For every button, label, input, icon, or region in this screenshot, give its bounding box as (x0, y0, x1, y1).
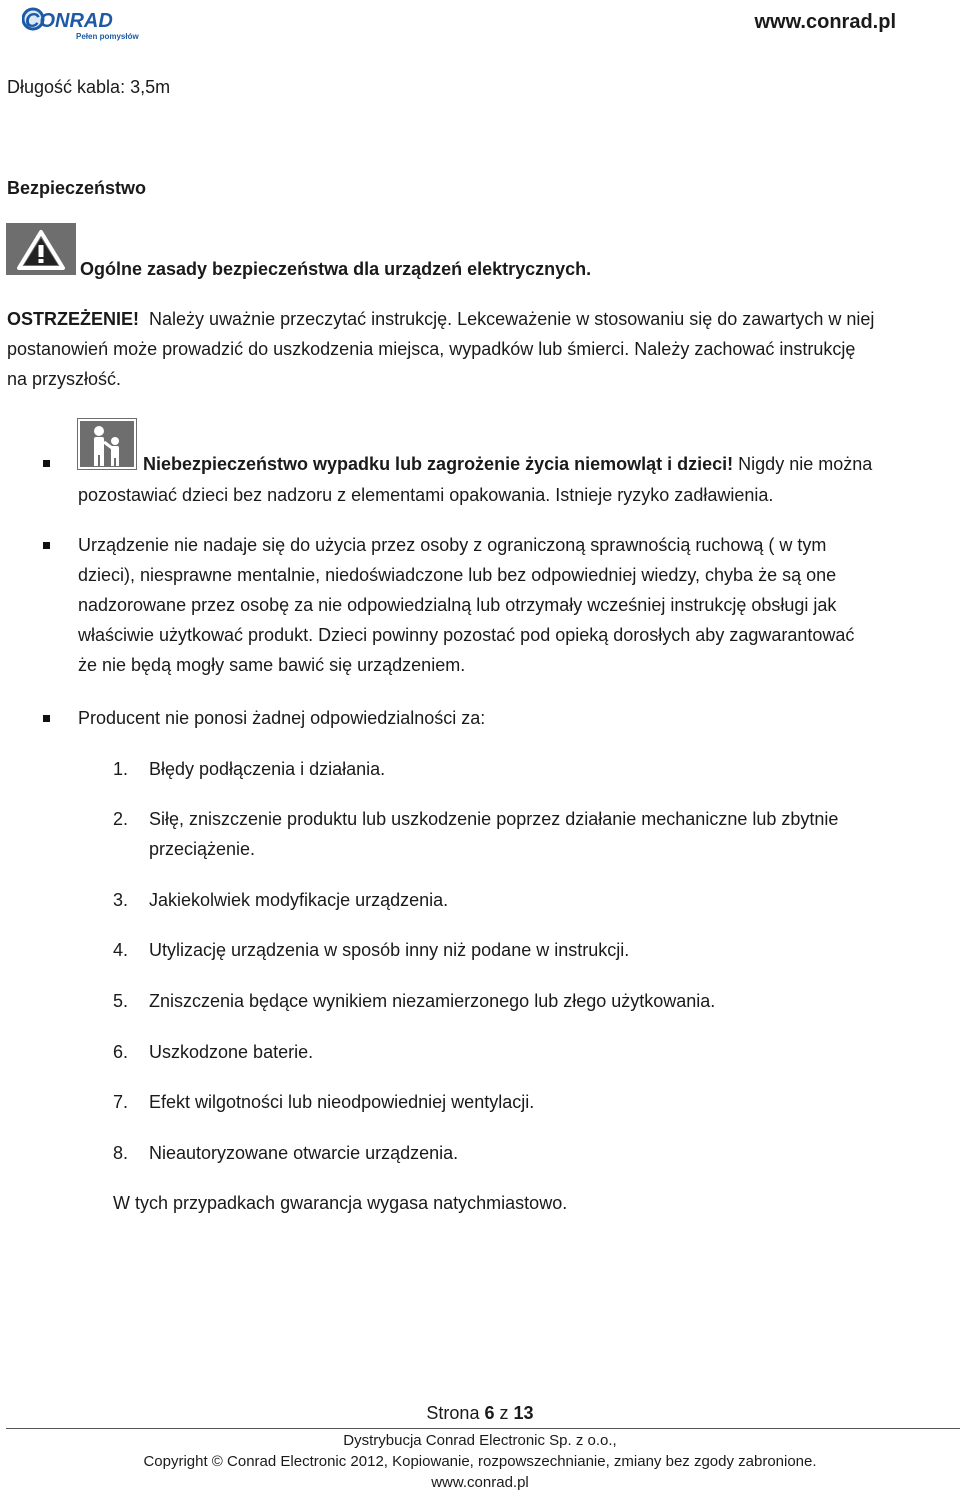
list-number: 7. (113, 1092, 129, 1112)
footer-divider (6, 1428, 960, 1429)
child-warning-bold: Niebezpieczeństwo wypadku lub zagrożenie życia niemowląt i dzieci! (143, 454, 734, 474)
list-number: 4. (113, 940, 129, 960)
list-item-line: przeciążenie. (149, 839, 256, 859)
list-item: Nieautoryzowane otwarcie urządzenia. (149, 1143, 459, 1163)
bullet-icon (43, 715, 50, 722)
list-item: Zniszczenia będące wynikiem niezamierzonego lub złego użytkowania. (149, 991, 716, 1011)
list-item-line: Siłę, zniszczenie produktu lub uszkodzenie poprzez działanie mechaniczne lub zbytnie (149, 809, 839, 829)
list-item: Jakiekolwiek modyfikacje urządzenia. (149, 890, 449, 910)
page-number (0, 1402, 960, 1424)
child-warning-rest: Nigdy nie można (738, 454, 873, 474)
list-number: 6. (113, 1042, 129, 1062)
list-number: 8. (113, 1143, 129, 1163)
warning-line-1: Należy uważnie przeczytać instrukcję. Lekceważenie w stosowaniu się do zawartych w niej (149, 309, 875, 329)
child-danger-icon (77, 418, 137, 470)
general-safety-title: Ogólne zasady bezpieczeństwa dla urządzeń elektrycznych. (80, 259, 592, 279)
device-suitability-paragraph (78, 530, 854, 680)
page-of: z (499, 1403, 509, 1423)
child-warning-line-1 (143, 449, 872, 479)
warning-line-2: postanowień może prowadzić do uszkodzenia miejsca, wypadków lub śmierci. Należy zachować instrukcję (7, 339, 856, 359)
device-line: że nie będą mogły same bawić się urządzeniem. (78, 655, 466, 675)
warning-line-3: na przyszłość. (7, 369, 122, 389)
warranty-note: W tych przypadkach gwarancja wygasa natychmiastowo. (113, 1193, 568, 1213)
device-line: Urządzenie nie nadaje się do użycia przez osoby z ograniczoną sprawnością ruchową ( w tym (78, 535, 827, 555)
warning-paragraph (7, 304, 874, 394)
list-item: Uszkodzone baterie. (149, 1042, 314, 1062)
device-line: dzieci), niesprawne mentalnie, niedoświadczone lub bez odpowiedniej wiedzy, chyba że są one (78, 565, 837, 585)
cable-length: Długość kabla: 3,5m (7, 77, 171, 97)
child-warning-line-2: pozostawiać dzieci bez nadzoru z elementami opakowania. Istnieje ryzyko zadławienia. (78, 485, 774, 505)
list-item (149, 804, 838, 864)
page-prefix: Strona (426, 1403, 480, 1423)
page-total: 13 (513, 1403, 534, 1423)
list-item: Błędy podłączenia i działania. (149, 759, 386, 779)
device-line: nadzorowane przez osobę za nie odpowiedzialną lub otrzymały wcześniej instrukcję obsługi jak (78, 595, 837, 615)
list-number: 1. (113, 759, 129, 779)
footer-url[interactable]: www.conrad.pl (431, 1474, 529, 1491)
list-number: 3. (113, 890, 129, 910)
bullet-icon (43, 460, 50, 467)
logo-text: CONRAD (25, 10, 113, 32)
warning-triangle-icon (6, 223, 76, 275)
header-site-url[interactable]: www.conrad.pl (754, 11, 896, 33)
page-current: 6 (484, 1403, 495, 1423)
list-number: 5. (113, 991, 129, 1011)
footer-copyright: Copyright © Conrad Electronic 2012, Kopiowanie, rozpowszechnianie, zmiany bez zgody zabronione. (143, 1453, 817, 1470)
liability-intro: Producent nie ponosi żadnej odpowiedzialności za: (78, 708, 486, 728)
list-item: Utylizację urządzenia w sposób inny niż podane w instrukcji. (149, 940, 630, 960)
footer-distributor: Dystrybucja Conrad Electronic Sp. z o.o., (343, 1432, 617, 1449)
bullet-icon (43, 542, 50, 549)
device-line: właściwie użytkować produkt. Dzieci powinny pozostać pod opieką dorosłych aby zagwarantować (78, 625, 855, 645)
list-number: 2. (113, 809, 129, 829)
warning-label: OSTRZEŻENIE! (7, 309, 140, 329)
conrad-logo (22, 5, 139, 41)
safety-heading: Bezpieczeństwo (7, 178, 147, 198)
list-item: Efekt wilgotności lub nieodpowiedniej wentylacji. (149, 1092, 535, 1112)
logo-tagline: Pełen pomysłów (76, 32, 139, 41)
